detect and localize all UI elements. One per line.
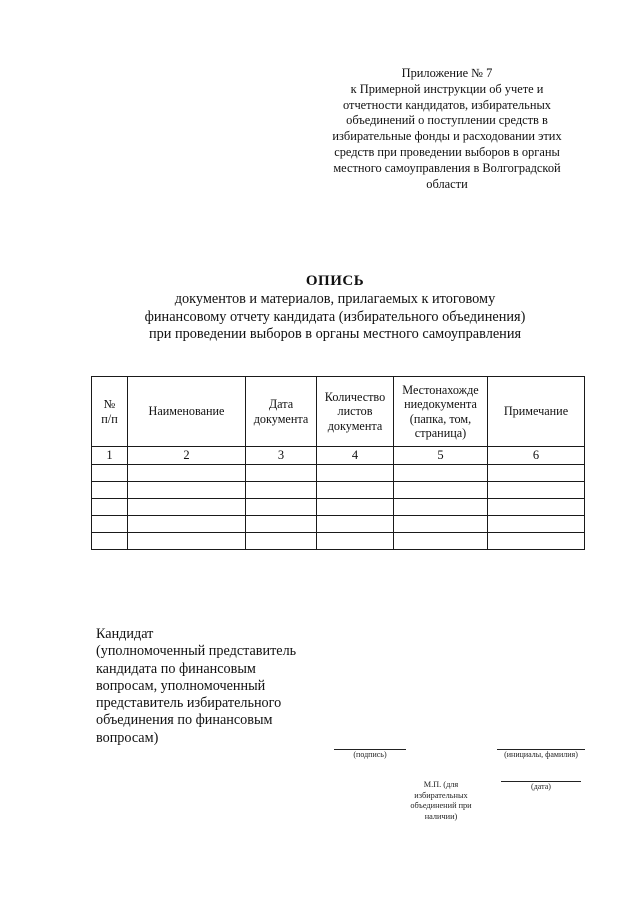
table-cell bbox=[128, 465, 246, 482]
header-note: Примечание bbox=[488, 377, 585, 447]
candidate-block bbox=[96, 626, 336, 747]
table-cell bbox=[317, 465, 394, 482]
table-row bbox=[92, 482, 585, 499]
stamp-line: избирательных bbox=[414, 790, 468, 800]
column-number-cell: 1 bbox=[92, 447, 128, 465]
column-number-cell: 5 bbox=[394, 447, 488, 465]
appendix-line: средств при проведении выборов в органы bbox=[334, 144, 560, 159]
table-cell bbox=[128, 482, 246, 499]
appendix-line: местного самоуправления в Волгоградской bbox=[333, 160, 561, 175]
table-row bbox=[92, 516, 585, 533]
table-cell bbox=[246, 533, 317, 550]
subtitle-line: при проведении выборов в органы местного самоуправления bbox=[148, 326, 522, 342]
subtitle-line: финансовому отчету кандидата (избирательного объединения) bbox=[144, 308, 526, 325]
column-number-cell: 6 bbox=[488, 447, 585, 465]
table-cell bbox=[488, 499, 585, 516]
table-cell bbox=[488, 465, 585, 482]
header-location: Местонахожде ниедокумента (папка, том, страница) bbox=[394, 377, 488, 447]
appendix-line: области bbox=[426, 176, 468, 191]
table-cell bbox=[394, 482, 488, 499]
column-number-cell: 2 bbox=[128, 447, 246, 465]
table-cell bbox=[128, 533, 246, 550]
header-sheet-count: Количество листов документа bbox=[317, 377, 394, 447]
title-block bbox=[100, 272, 570, 344]
appendix-line: объединений о поступлении средств в bbox=[346, 113, 548, 128]
table-cell bbox=[246, 499, 317, 516]
candidate-line: (уполномоченный представитель bbox=[96, 643, 297, 660]
table-cell bbox=[246, 482, 317, 499]
table-row bbox=[92, 499, 585, 516]
stamp-place-note bbox=[408, 780, 474, 822]
table-cell bbox=[92, 499, 128, 516]
table-cell bbox=[488, 482, 585, 499]
candidate-line: кандидата по финансовым bbox=[96, 660, 256, 677]
date-caption: (дата) bbox=[531, 782, 551, 791]
column-number-cell: 4 bbox=[317, 447, 394, 465]
appendix-line: отчетности кандидатов, избирательных bbox=[343, 97, 551, 112]
signature-caption: (подпись) bbox=[353, 750, 387, 759]
table-cell bbox=[317, 499, 394, 516]
table-cell bbox=[92, 465, 128, 482]
table-header-row bbox=[92, 377, 585, 447]
table-cell bbox=[246, 465, 317, 482]
table-cell bbox=[488, 533, 585, 550]
candidate-line: представитель избирательного bbox=[96, 695, 282, 712]
table-cell bbox=[246, 516, 317, 533]
table-cell bbox=[488, 516, 585, 533]
table-cell bbox=[92, 482, 128, 499]
appendix-line: к Примерной инструкции об учете и bbox=[350, 81, 544, 96]
appendix-line: Приложение № 7 bbox=[401, 66, 493, 80]
table-cell bbox=[128, 516, 246, 533]
table-cell bbox=[92, 533, 128, 550]
stamp-line: объединений при bbox=[410, 801, 472, 810]
stamp-line: М.П. (для bbox=[423, 780, 459, 789]
stamp-line: наличии) bbox=[424, 811, 458, 821]
table-row bbox=[92, 533, 585, 550]
document-title: ОПИСЬ bbox=[305, 273, 365, 289]
candidate-line: вопросам, уполномоченный bbox=[96, 677, 266, 694]
table-cell bbox=[128, 499, 246, 516]
column-number-cell: 3 bbox=[246, 447, 317, 465]
subtitle-line: документов и материалов, прилагаемых к итоговому bbox=[174, 291, 496, 307]
table-cell bbox=[394, 499, 488, 516]
table-cell bbox=[394, 516, 488, 533]
table-cell bbox=[317, 482, 394, 499]
candidate-line: Кандидат bbox=[96, 626, 154, 642]
table-cell bbox=[92, 516, 128, 533]
appendix-header bbox=[318, 66, 576, 192]
table-row bbox=[92, 465, 585, 482]
table-cell bbox=[317, 516, 394, 533]
appendix-line: избирательные фонды и расходовании этих bbox=[332, 129, 562, 144]
header-number: № п/п bbox=[92, 377, 128, 447]
column-number-row bbox=[92, 447, 585, 465]
header-date: Дата документа bbox=[246, 377, 317, 447]
candidate-line: объединения по финансовым bbox=[96, 712, 273, 729]
inventory-table bbox=[91, 376, 585, 550]
header-name: Наименование bbox=[128, 377, 246, 447]
table-cell bbox=[394, 533, 488, 550]
name-caption: (инициалы, фамилия) bbox=[504, 750, 578, 759]
candidate-line: вопросам) bbox=[96, 729, 159, 746]
table-cell bbox=[317, 533, 394, 550]
table-cell bbox=[394, 465, 488, 482]
